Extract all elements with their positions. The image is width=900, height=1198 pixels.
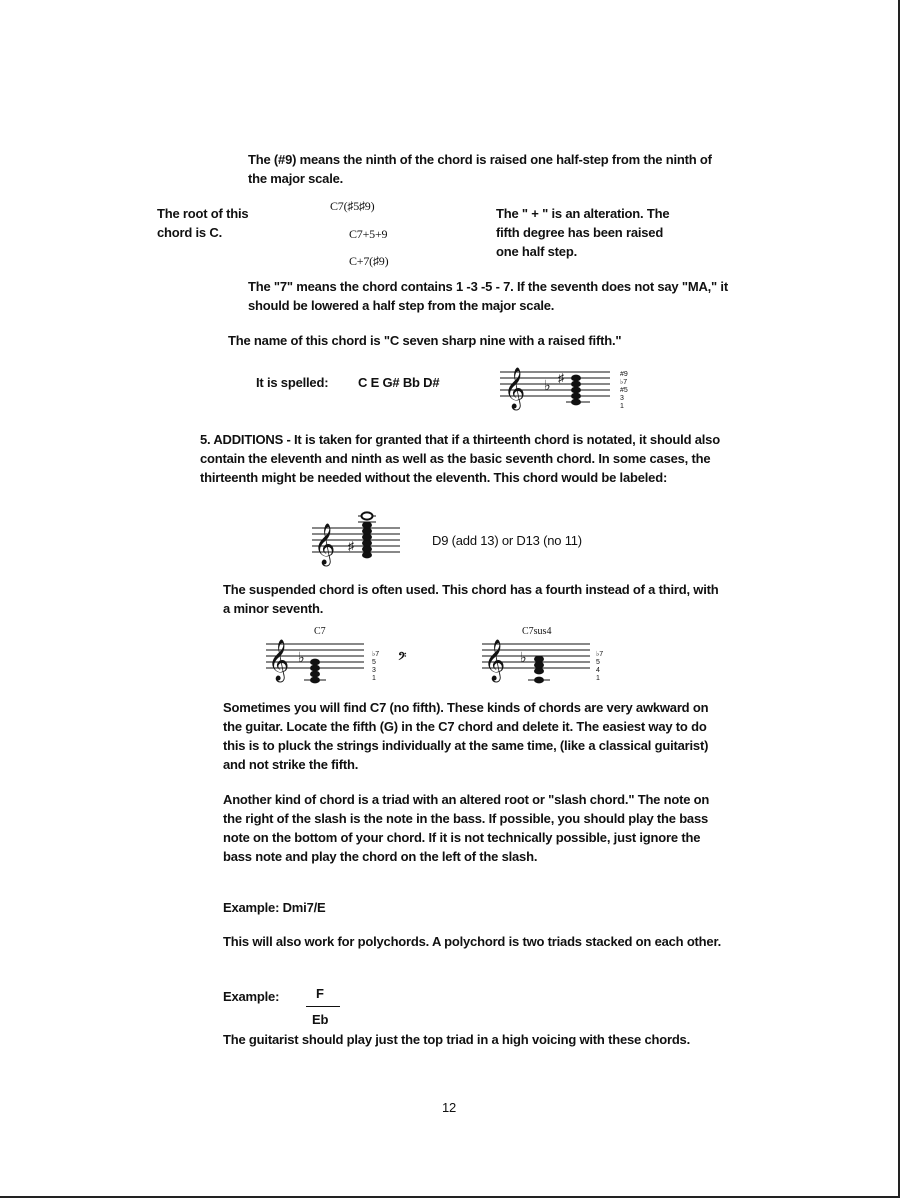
svg-text:#9: #9 [620,371,628,378]
c7-symbol-glyph: 𝄢 [398,650,407,665]
svg-text:♯: ♯ [558,371,564,385]
page-number: 12 [442,1100,457,1115]
polychord-divider [306,1006,340,1007]
svg-text:1: 1 [620,403,624,410]
svg-text:♭7: ♭7 [372,651,380,658]
svg-text:♯: ♯ [348,539,354,553]
polychord-bottom: Eb [312,1012,329,1027]
svg-text:4: 4 [596,667,600,674]
staff-c7-sharp5-sharp9 [500,358,630,414]
svg-text:#5: #5 [620,387,628,394]
svg-text:1: 1 [372,675,376,682]
chord-symbol-2: C7+5+9 [349,227,388,241]
polychords-paragraph: This will also work for polychords. A polychord is two triads stacked on each other. [223,934,722,949]
plus-note: The " + " is an alteration. The fifth degree has been raised one half step. [496,206,670,259]
svg-text:♭: ♭ [544,377,551,393]
svg-text:3: 3 [372,667,376,674]
svg-text:♭: ♭ [520,649,527,665]
root-note: The root of this chord is C. [157,206,249,240]
staff-c7sus4 [482,632,602,688]
svg-text:𝄞: 𝄞 [484,640,506,681]
chord-symbol-1: C7(♯5♯9) [330,199,375,213]
svg-text:𝄞: 𝄞 [268,640,290,681]
no-fifth-paragraph: Sometimes you will find C7 (no fifth). These kinds of chords are very awkward on the guitar. Locate the fifth (G) in the C7 chord and delete it. The easiest way to do this is to pluck the strings individually at the same time, (like a classical guitarist) and not strike the fifth. [223,700,709,772]
seven-note: The "7" means the chord contains 1 -3 -5 - 7. If the seventh does not say "MA," it should be lowered a half step from the major scale. [248,279,728,313]
staff-d13 [312,508,412,564]
polychord-top: F [316,986,324,1001]
svg-text:5: 5 [596,659,600,666]
spelled-notes: C E G# Bb D# [358,375,440,390]
svg-text:♭7: ♭7 [620,379,628,386]
additions-paragraph: 5. ADDITIONS - It is taken for granted that if a thirteenth chord is notated, it should also contain the eleventh and ninth as well as the basic seventh chord. In some cases, the thirteenth might be needed without the eleventh. This chord would be labeled: [200,432,720,485]
svg-text:♭7: ♭7 [596,651,604,658]
staff-c7 [266,632,380,688]
svg-text:1: 1 [596,675,600,682]
svg-text:3: 3 [620,395,624,402]
c7-label: C7 [314,626,326,637]
chord-name: The name of this chord is "C seven sharp nine with a raised fifth." [228,333,622,348]
svg-text:5: 5 [372,659,376,666]
c7sus4-label: C7sus4 [522,626,552,637]
svg-text:𝄞: 𝄞 [314,524,336,565]
example-dmi7-e: Example: Dmi7/E [223,900,326,915]
d13-label: D9 (add 13) or D13 (no 11) [432,533,582,548]
example2-label: Example: [223,989,280,1004]
slash-chord-paragraph: Another kind of chord is a triad with an altered root or "slash chord." The note on the right of the slash is the note in the bass. If possible, you should play the bass note on the bottom of your chord. If it is not technically possible, just ignore the bass note and play the chord on the left of the slash. [223,792,710,864]
guitarist-paragraph: The guitarist should play just the top triad in a high voicing with these chords. [223,1032,691,1047]
spelled-label: It is spelled: [256,375,329,390]
svg-text:♭: ♭ [298,649,305,665]
svg-text:𝄞: 𝄞 [504,368,526,409]
chord-symbol-3: C+7(♯9) [349,254,389,268]
suspended-paragraph: The suspended chord is often used. This chord has a fourth instead of a third, with a minor seventh. [223,582,719,616]
sharp9-note: The (#9) means the ninth of the chord is raised one half-step from the ninth of the major scale. [248,152,712,186]
